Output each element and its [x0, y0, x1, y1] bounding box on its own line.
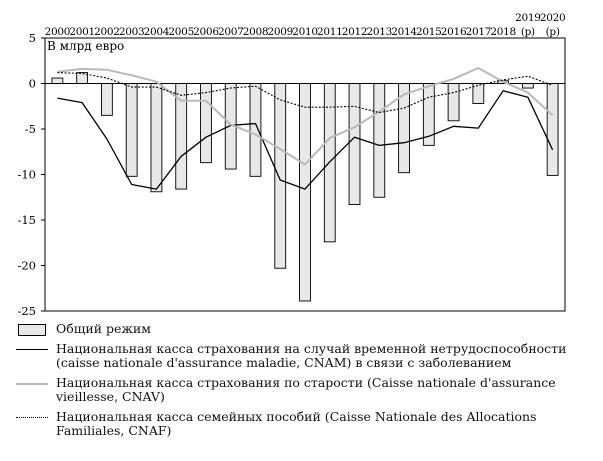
x-tick-label: 2008 — [242, 26, 269, 38]
x-tick-label: 2016 — [440, 26, 467, 38]
legend-label: Национальная касса страхования по старости (Caisse nationale d'assurance vieillesse, CNAV) — [56, 375, 556, 404]
x-tick-label: 2001 — [69, 26, 95, 38]
x-tick-label: 2020 — [539, 12, 566, 24]
x-tick-label: 2002 — [94, 26, 120, 38]
legend-swatch-bar — [18, 324, 46, 336]
y-tick-label: -20 — [17, 258, 36, 273]
bar-2004 — [151, 84, 162, 192]
bar-2005 — [176, 84, 187, 190]
bar-2000 — [52, 78, 63, 83]
x-tick-label: (p) — [520, 26, 535, 38]
legend-label: Общий режим — [56, 321, 151, 336]
y-tick-label: -25 — [17, 304, 36, 318]
x-tick-label: (p) — [545, 26, 560, 38]
y-tick-label: -5 — [24, 122, 36, 136]
y-tick-label: -15 — [17, 213, 36, 227]
y-axis — [17, 31, 45, 318]
legend-label: Национальная касса семейных пособий (Caisse Nationale des Allocations Familiales, CNAF) — [56, 409, 537, 438]
x-tick-label: 2003 — [118, 26, 145, 38]
bar-2012 — [349, 84, 360, 205]
x-tick-label: 2006 — [193, 26, 219, 38]
unit-label: В млрд евро — [47, 39, 125, 53]
legend-swatch-cnaf-line — [16, 417, 48, 418]
bar-2019 — [522, 84, 533, 89]
bar-2008 — [250, 84, 261, 177]
bar-2017 — [473, 84, 484, 104]
legend-swatch-cnam-line — [16, 349, 48, 350]
x-axis — [45, 12, 566, 38]
legend-label: Национальная касса страхования на случай временной нетрудоспособности (caisse nationale d'assurance maladie, CNAM) в связи с заболеванием — [56, 341, 567, 370]
legend — [16, 322, 601, 444]
x-tick-label: 2004 — [143, 26, 170, 38]
x-tick-label: 2019 — [515, 12, 541, 24]
x-tick-label: 2013 — [366, 26, 393, 38]
bar-2013 — [374, 84, 385, 198]
bar-2009 — [275, 84, 286, 269]
x-tick-label: 2011 — [316, 26, 343, 38]
bar-2020 — [547, 84, 558, 176]
bar-2003 — [126, 84, 137, 177]
legend-item-cnam — [16, 342, 601, 370]
bar-2016 — [448, 84, 459, 121]
legend-item-general-regime — [16, 322, 601, 336]
bar-2006 — [201, 84, 212, 163]
legend-item-cnaf — [16, 410, 601, 438]
x-tick-label: 2005 — [168, 26, 194, 38]
bar-2002 — [101, 84, 112, 116]
y-tick-label: -10 — [17, 167, 36, 182]
x-tick-label: 2007 — [217, 26, 244, 38]
x-tick-label: 2014 — [391, 26, 417, 38]
legend-swatch-cnav-line — [16, 383, 48, 385]
x-tick-label: 2000 — [44, 26, 71, 38]
y-tick-label: 0 — [28, 76, 36, 91]
bar-2010 — [300, 84, 311, 301]
x-tick-label: 2017 — [465, 26, 492, 38]
x-tick-label: 2018 — [490, 26, 516, 38]
x-tick-label: 2015 — [416, 26, 442, 38]
legend-item-cnav — [16, 376, 601, 404]
x-tick-label: 2012 — [341, 26, 368, 38]
y-tick-label: 5 — [28, 31, 36, 45]
x-tick-label: 2010 — [292, 26, 318, 38]
x-tick-label: 2009 — [267, 26, 294, 38]
bar-2001 — [77, 73, 88, 84]
